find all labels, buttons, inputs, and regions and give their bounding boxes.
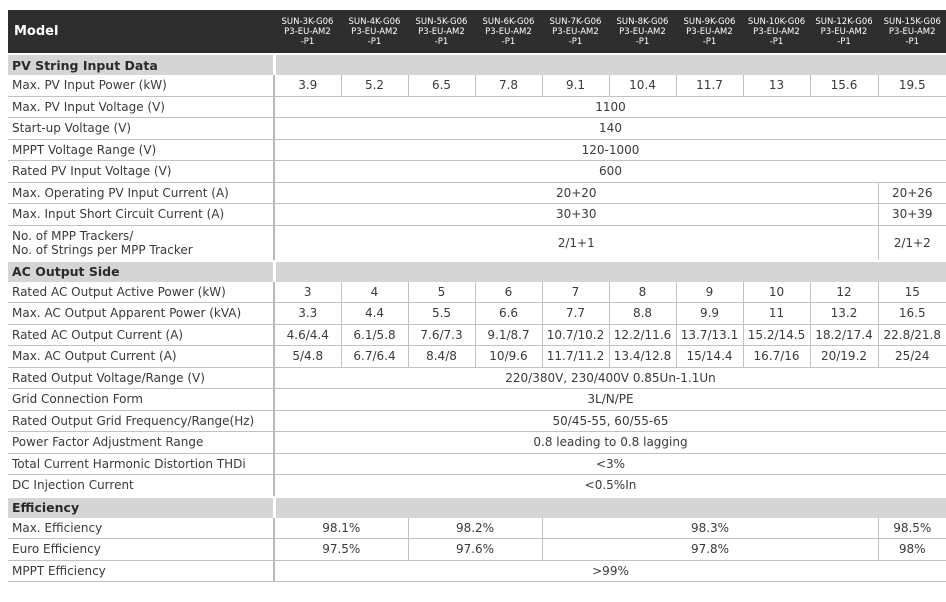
spec-row (8, 96, 946, 118)
spec-value: 98.2% (408, 518, 542, 539)
spec-value: 8.8 (609, 303, 676, 325)
spec-value: 98.3% (542, 518, 878, 539)
spec-value: 10.7/10.2 (542, 324, 609, 346)
spec-value: 2/1+2 (878, 225, 946, 261)
spec-row (8, 560, 946, 582)
spec-value: 11.7/11.2 (542, 346, 609, 368)
spec-value: 7 (542, 282, 609, 303)
spec-value: 97.6% (408, 539, 542, 561)
spec-label: Power Factor Adjustment Range (8, 432, 274, 454)
spec-value: 15/14.4 (676, 346, 743, 368)
spec-label: Euro Efficiency (8, 539, 274, 561)
spec-row (8, 367, 946, 389)
spec-row (8, 432, 946, 454)
spec-value: 13.2 (810, 303, 878, 325)
spec-value: 0.8 leading to 0.8 lagging (274, 432, 946, 454)
spec-value: 9.1/8.7 (475, 324, 542, 346)
spec-value: >99% (274, 560, 946, 582)
spec-row (8, 539, 946, 561)
spec-label: Max. PV Input Power (kW) (8, 75, 274, 96)
spec-value: 10.4 (609, 75, 676, 96)
model-name-line: SUN-3K-G06 (275, 17, 341, 27)
model-name-line: SUN-12K-G06 (811, 17, 878, 27)
spec-row (8, 204, 946, 226)
spec-value: 13.4/12.8 (609, 346, 676, 368)
spec-value: 9 (676, 282, 743, 303)
spec-value: 8.4/8 (408, 346, 475, 368)
spec-value: 15.2/14.5 (743, 324, 810, 346)
model-name-header (542, 10, 609, 54)
model-name-line: P3-EU-AM2 (275, 27, 341, 37)
spec-row (8, 282, 946, 303)
model-name-header (475, 10, 542, 54)
spec-value: 5.5 (408, 303, 475, 325)
section-title: PV String Input Data (8, 54, 274, 75)
model-name-header (810, 10, 878, 54)
spec-value: 8 (609, 282, 676, 303)
spec-value: 6.1/5.8 (341, 324, 408, 346)
spec-label: Rated AC Output Active Power (kW) (8, 282, 274, 303)
spec-value: 7.6/7.3 (408, 324, 475, 346)
spec-value: 30+39 (878, 204, 946, 226)
spec-value: 3.3 (274, 303, 341, 325)
model-name-line: P3-EU-AM2 (342, 27, 408, 37)
section-title: AC Output Side (8, 261, 274, 282)
section-header (8, 497, 946, 518)
model-name-line: P3-EU-AM2 (677, 27, 743, 37)
spec-value: 98.5% (878, 518, 946, 539)
spec-label: Max. Operating PV Input Current (A) (8, 182, 274, 204)
model-name-header (408, 10, 475, 54)
spec-label: Rated AC Output Current (A) (8, 324, 274, 346)
section-header (8, 54, 946, 75)
spec-value: 6.6 (475, 303, 542, 325)
spec-value: 19.5 (878, 75, 946, 96)
model-name-line: SUN-15K-G06 (879, 17, 946, 27)
spec-value: 2/1+1 (274, 225, 878, 261)
spec-value: 12.2/11.6 (609, 324, 676, 346)
model-name-header (609, 10, 676, 54)
model-name-line: P3-EU-AM2 (476, 27, 542, 37)
section-title: Efficiency (8, 497, 274, 518)
section-fill (274, 54, 946, 75)
spec-label: Max. PV Input Voltage (V) (8, 96, 274, 118)
spec-label: Max. AC Output Apparent Power (kVA) (8, 303, 274, 325)
model-name-line: -P1 (677, 37, 743, 47)
header-row (8, 10, 946, 54)
spec-row (8, 75, 946, 96)
spec-row (8, 518, 946, 539)
model-name-line: P3-EU-AM2 (744, 27, 810, 37)
spec-value: 5 (408, 282, 475, 303)
model-name-header (676, 10, 743, 54)
spec-table (8, 10, 946, 582)
spec-value: 1100 (274, 96, 946, 118)
spec-value: 10 (743, 282, 810, 303)
spec-value: 6.5 (408, 75, 475, 96)
spec-row (8, 410, 946, 432)
spec-value: 97.8% (542, 539, 878, 561)
spec-label: Rated Output Voltage/Range (V) (8, 367, 274, 389)
spec-value: 9.9 (676, 303, 743, 325)
model-name-line: SUN-8K-G06 (610, 17, 676, 27)
spec-value: 18.2/17.4 (810, 324, 878, 346)
model-name-line: SUN-6K-G06 (476, 17, 542, 27)
spec-value: 7.7 (542, 303, 609, 325)
spec-label: No. of MPP Trackers/ No. of Strings per MPP Tracker (8, 225, 274, 261)
spec-value: 25/24 (878, 346, 946, 368)
spec-row (8, 118, 946, 140)
spec-label: Start-up Voltage (V) (8, 118, 274, 140)
spec-label: Max. Efficiency (8, 518, 274, 539)
spec-row (8, 324, 946, 346)
model-name-line: P3-EU-AM2 (879, 27, 946, 37)
spec-value: 11 (743, 303, 810, 325)
model-name-line: -P1 (342, 37, 408, 47)
spec-row (8, 303, 946, 325)
spec-value: 10/9.6 (475, 346, 542, 368)
model-name-line: -P1 (744, 37, 810, 47)
spec-row (8, 182, 946, 204)
spec-value: 98.1% (274, 518, 408, 539)
spec-value: 7.8 (475, 75, 542, 96)
spec-label: Total Current Harmonic Distortion THDi (8, 453, 274, 475)
spec-value: 3L/N/PE (274, 389, 946, 411)
spec-value: 98% (878, 539, 946, 561)
spec-row (8, 346, 946, 368)
model-name-line: -P1 (275, 37, 341, 47)
spec-label: DC Injection Current (8, 475, 274, 497)
spec-label: Rated PV Input Voltage (V) (8, 161, 274, 183)
spec-value: 9.1 (542, 75, 609, 96)
spec-value: 20/19.2 (810, 346, 878, 368)
spec-value: 6.7/6.4 (341, 346, 408, 368)
spec-value: 16.5 (878, 303, 946, 325)
model-name-line: P3-EU-AM2 (811, 27, 878, 37)
spec-row (8, 139, 946, 161)
model-name-line: -P1 (476, 37, 542, 47)
spec-value: 3 (274, 282, 341, 303)
spec-value: <0.5%In (274, 475, 946, 497)
spec-row (8, 475, 946, 497)
spec-value: 120-1000 (274, 139, 946, 161)
spec-row (8, 389, 946, 411)
spec-label: Rated Output Grid Frequency/Range(Hz) (8, 410, 274, 432)
model-name-line: -P1 (879, 37, 946, 47)
spec-value: 15.6 (810, 75, 878, 96)
spec-value: 13 (743, 75, 810, 96)
spec-value: 16.7/16 (743, 346, 810, 368)
spec-value: 6 (475, 282, 542, 303)
spec-value: 220/380V, 230/400V 0.85Un-1.1Un (274, 367, 946, 389)
spec-label: Max. Input Short Circuit Current (A) (8, 204, 274, 226)
spec-label: MPPT Efficiency (8, 560, 274, 582)
spec-value: 20+26 (878, 182, 946, 204)
model-name-line: P3-EU-AM2 (409, 27, 475, 37)
model-name-header (274, 10, 341, 54)
spec-value: 20+20 (274, 182, 878, 204)
spec-value: 3.9 (274, 75, 341, 96)
spec-row (8, 225, 946, 261)
spec-value: 600 (274, 161, 946, 183)
model-header-label: Model (8, 10, 274, 54)
spec-value: 50/45-55, 60/55-65 (274, 410, 946, 432)
model-name-line: SUN-10K-G06 (744, 17, 810, 27)
model-name-line: SUN-4K-G06 (342, 17, 408, 27)
spec-row (8, 453, 946, 475)
spec-value: 13.7/13.1 (676, 324, 743, 346)
model-name-line: SUN-9K-G06 (677, 17, 743, 27)
spec-value: 5/4.8 (274, 346, 341, 368)
spec-value: 30+30 (274, 204, 878, 226)
model-name-header (878, 10, 946, 54)
spec-value: <3% (274, 453, 946, 475)
model-name-line: P3-EU-AM2 (543, 27, 609, 37)
spec-value: 12 (810, 282, 878, 303)
spec-label: MPPT Voltage Range (V) (8, 139, 274, 161)
spec-value: 4.6/4.4 (274, 324, 341, 346)
section-fill (274, 261, 946, 282)
spec-label: Grid Connection Form (8, 389, 274, 411)
spec-value: 15 (878, 282, 946, 303)
spec-label: Max. AC Output Current (A) (8, 346, 274, 368)
model-name-line: SUN-5K-G06 (409, 17, 475, 27)
model-name-header (341, 10, 408, 54)
spec-value: 5.2 (341, 75, 408, 96)
spec-value: 11.7 (676, 75, 743, 96)
model-name-line: -P1 (543, 37, 609, 47)
spec-row (8, 161, 946, 183)
section-header (8, 261, 946, 282)
spec-value: 22.8/21.8 (878, 324, 946, 346)
model-name-line: -P1 (610, 37, 676, 47)
spec-table-body (8, 10, 946, 582)
spec-value: 97.5% (274, 539, 408, 561)
model-name-line: P3-EU-AM2 (610, 27, 676, 37)
model-name-line: -P1 (811, 37, 878, 47)
section-fill (274, 497, 946, 518)
model-name-line: -P1 (409, 37, 475, 47)
spec-value: 4 (341, 282, 408, 303)
spec-value: 4.4 (341, 303, 408, 325)
model-name-line: SUN-7K-G06 (543, 17, 609, 27)
spec-value: 140 (274, 118, 946, 140)
model-name-header (743, 10, 810, 54)
